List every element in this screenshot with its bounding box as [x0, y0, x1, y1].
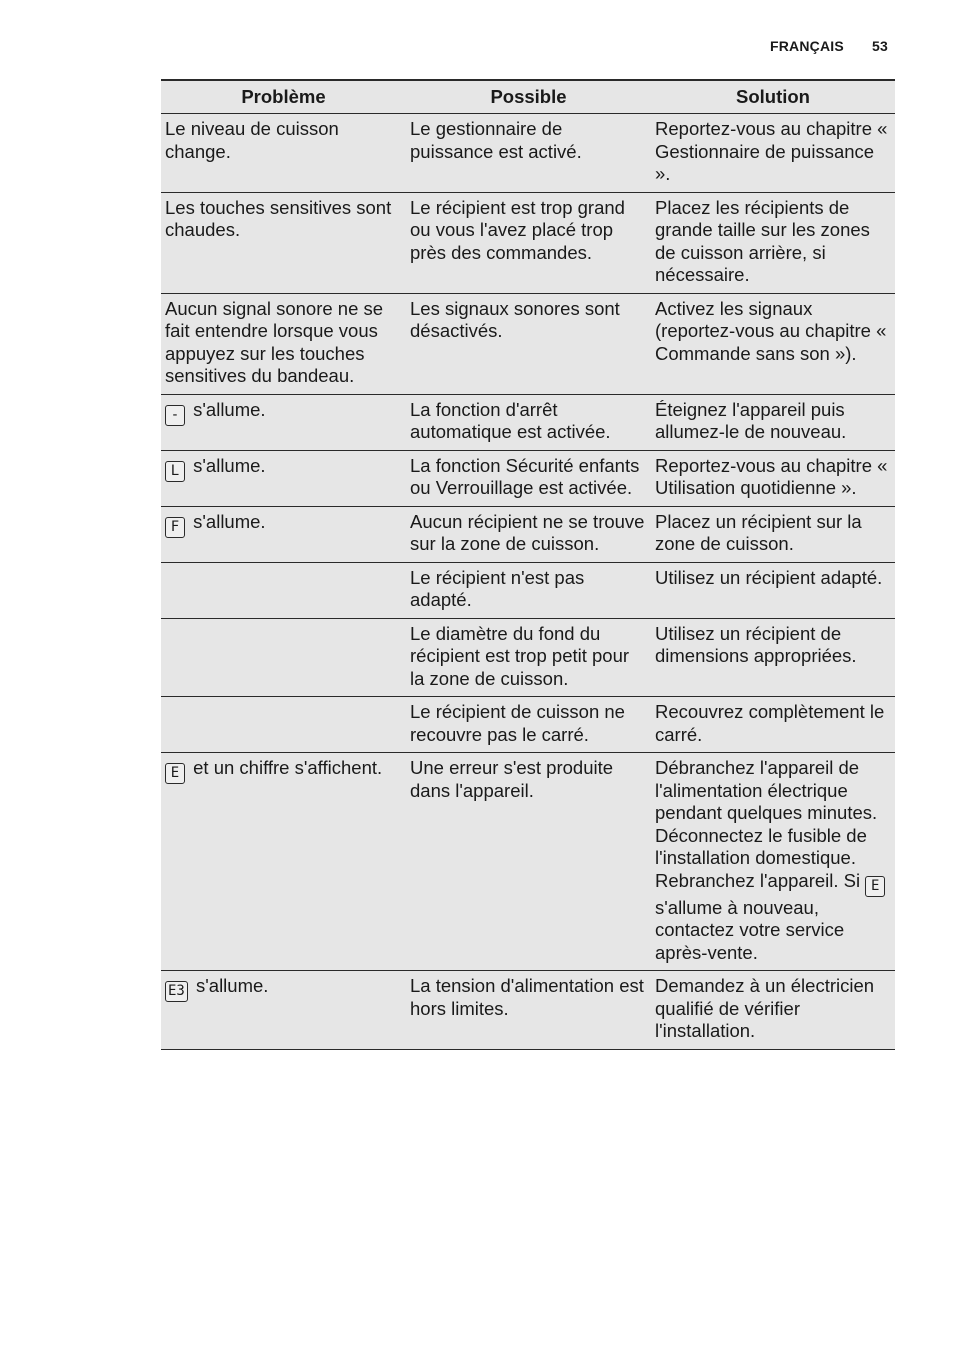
cause-cell: La fonction d'arrêt automatique est activée.: [406, 394, 651, 450]
table-row: [161, 394, 895, 450]
problem-cell: [161, 394, 406, 450]
cause-cell: La fonction Sécurité enfants ou Verrouillage est activée.: [406, 450, 651, 506]
problem-text: Aucun signal sonore ne se fait entendre lorsque vous appuyez sur les touches sensitives du bandeau.: [165, 297, 384, 386]
cause-cell: Une erreur s'est produite dans l'appareil.: [406, 753, 651, 971]
cause-cell: Le récipient n'est pas adapté.: [406, 562, 651, 618]
problem-cell: [161, 971, 406, 1050]
display-symbol-f-icon: F: [165, 517, 185, 538]
solution-cell: Éteignez l'appareil puis allumez-le de nouveau.: [651, 394, 895, 450]
problem-cell: [161, 450, 406, 506]
problem-cell: [161, 114, 406, 193]
column-header-solution: Solution: [651, 80, 895, 114]
troubleshooting-table: [161, 79, 895, 1050]
problem-cell: [161, 192, 406, 293]
solution-cell: Activez les signaux (reportez-vous au chapitre « Commande sans son »).: [651, 293, 895, 394]
table-row: [161, 971, 895, 1050]
cause-cell: La tension d'alimentation est hors limites.: [406, 971, 651, 1050]
table-row: [161, 753, 895, 971]
table-row: [161, 293, 895, 394]
problem-text: s'allume.: [193, 454, 266, 476]
display-symbol-l-icon: L: [165, 461, 185, 482]
page-number: 53: [872, 38, 888, 54]
solution-cell: Placez un récipient sur la zone de cuisson.: [651, 506, 895, 562]
solution-cell: Demandez à un électricien qualifié de vérifier l'installation.: [651, 971, 895, 1050]
table-row: [161, 450, 895, 506]
table-row: [161, 697, 895, 753]
solution-text-end: s'allume à nouveau, contactez votre service après-vente.: [655, 896, 845, 963]
display-symbol-e3-icon: E3: [165, 981, 188, 1002]
solution-cell: Utilisez un récipient de dimensions appropriées.: [651, 618, 895, 697]
table-header-row: [161, 80, 895, 114]
problem-text: s'allume.: [193, 510, 266, 532]
page-header: [770, 38, 888, 54]
column-header-problem: Problème: [161, 80, 406, 114]
display-symbol-dash-icon: -: [165, 405, 185, 426]
column-header-cause: Possible: [406, 80, 651, 114]
language-label: FRANÇAIS: [769, 38, 844, 54]
solution-cell: [651, 753, 895, 971]
solution-cell: Placez les récipients de grande taille sur les zones de cuisson arrière, si nécessaire.: [651, 192, 895, 293]
problem-text: Les touches sensitives sont chaudes.: [165, 196, 392, 240]
problem-cell: [161, 293, 406, 394]
display-symbol-e-icon: E: [865, 876, 885, 897]
solution-text-start: Débranchez l'appareil de l'alimentation électrique pendant quelques minutes. Déconnectez le fusible de l'installation domestique. Rebranchez l'appareil. Si: [655, 757, 878, 891]
solution-cell: Recouvrez complètement le carré.: [651, 697, 895, 753]
table-row: [161, 618, 895, 697]
problem-cell: [161, 697, 406, 753]
problem-cell: [161, 506, 406, 562]
problem-text: Le niveau de cuisson change.: [165, 118, 339, 162]
problem-cell: [161, 753, 406, 971]
table-row: [161, 506, 895, 562]
table-row: [161, 192, 895, 293]
problem-cell: [161, 562, 406, 618]
problem-text: s'allume.: [196, 975, 269, 996]
cause-cell: Le récipient de cuisson ne recouvre pas le carré.: [406, 697, 651, 753]
solution-cell: Utilisez un récipient adapté.: [651, 562, 895, 618]
solution-cell: Reportez-vous au chapitre « Utilisation quotidienne ».: [651, 450, 895, 506]
cause-cell: Le diamètre du fond du récipient est trop petit pour la zone de cuisson.: [406, 618, 651, 697]
table-row: [161, 562, 895, 618]
table-row: [161, 114, 895, 193]
display-symbol-e-icon: E: [165, 763, 185, 784]
cause-cell: Le récipient est trop grand ou vous l'avez placé trop près des commandes.: [406, 192, 651, 293]
problem-text: et un chiffre s'affichent.: [193, 757, 383, 778]
solution-cell: Reportez-vous au chapitre « Gestionnaire de puissance ».: [651, 114, 895, 193]
problem-cell: [161, 618, 406, 697]
cause-cell: Aucun récipient ne se trouve sur la zone de cuisson.: [406, 506, 651, 562]
cause-cell: Les signaux sonores sont désactivés.: [406, 293, 651, 394]
cause-cell: Le gestionnaire de puissance est activé.: [406, 114, 651, 193]
problem-text: s'allume.: [193, 398, 266, 420]
